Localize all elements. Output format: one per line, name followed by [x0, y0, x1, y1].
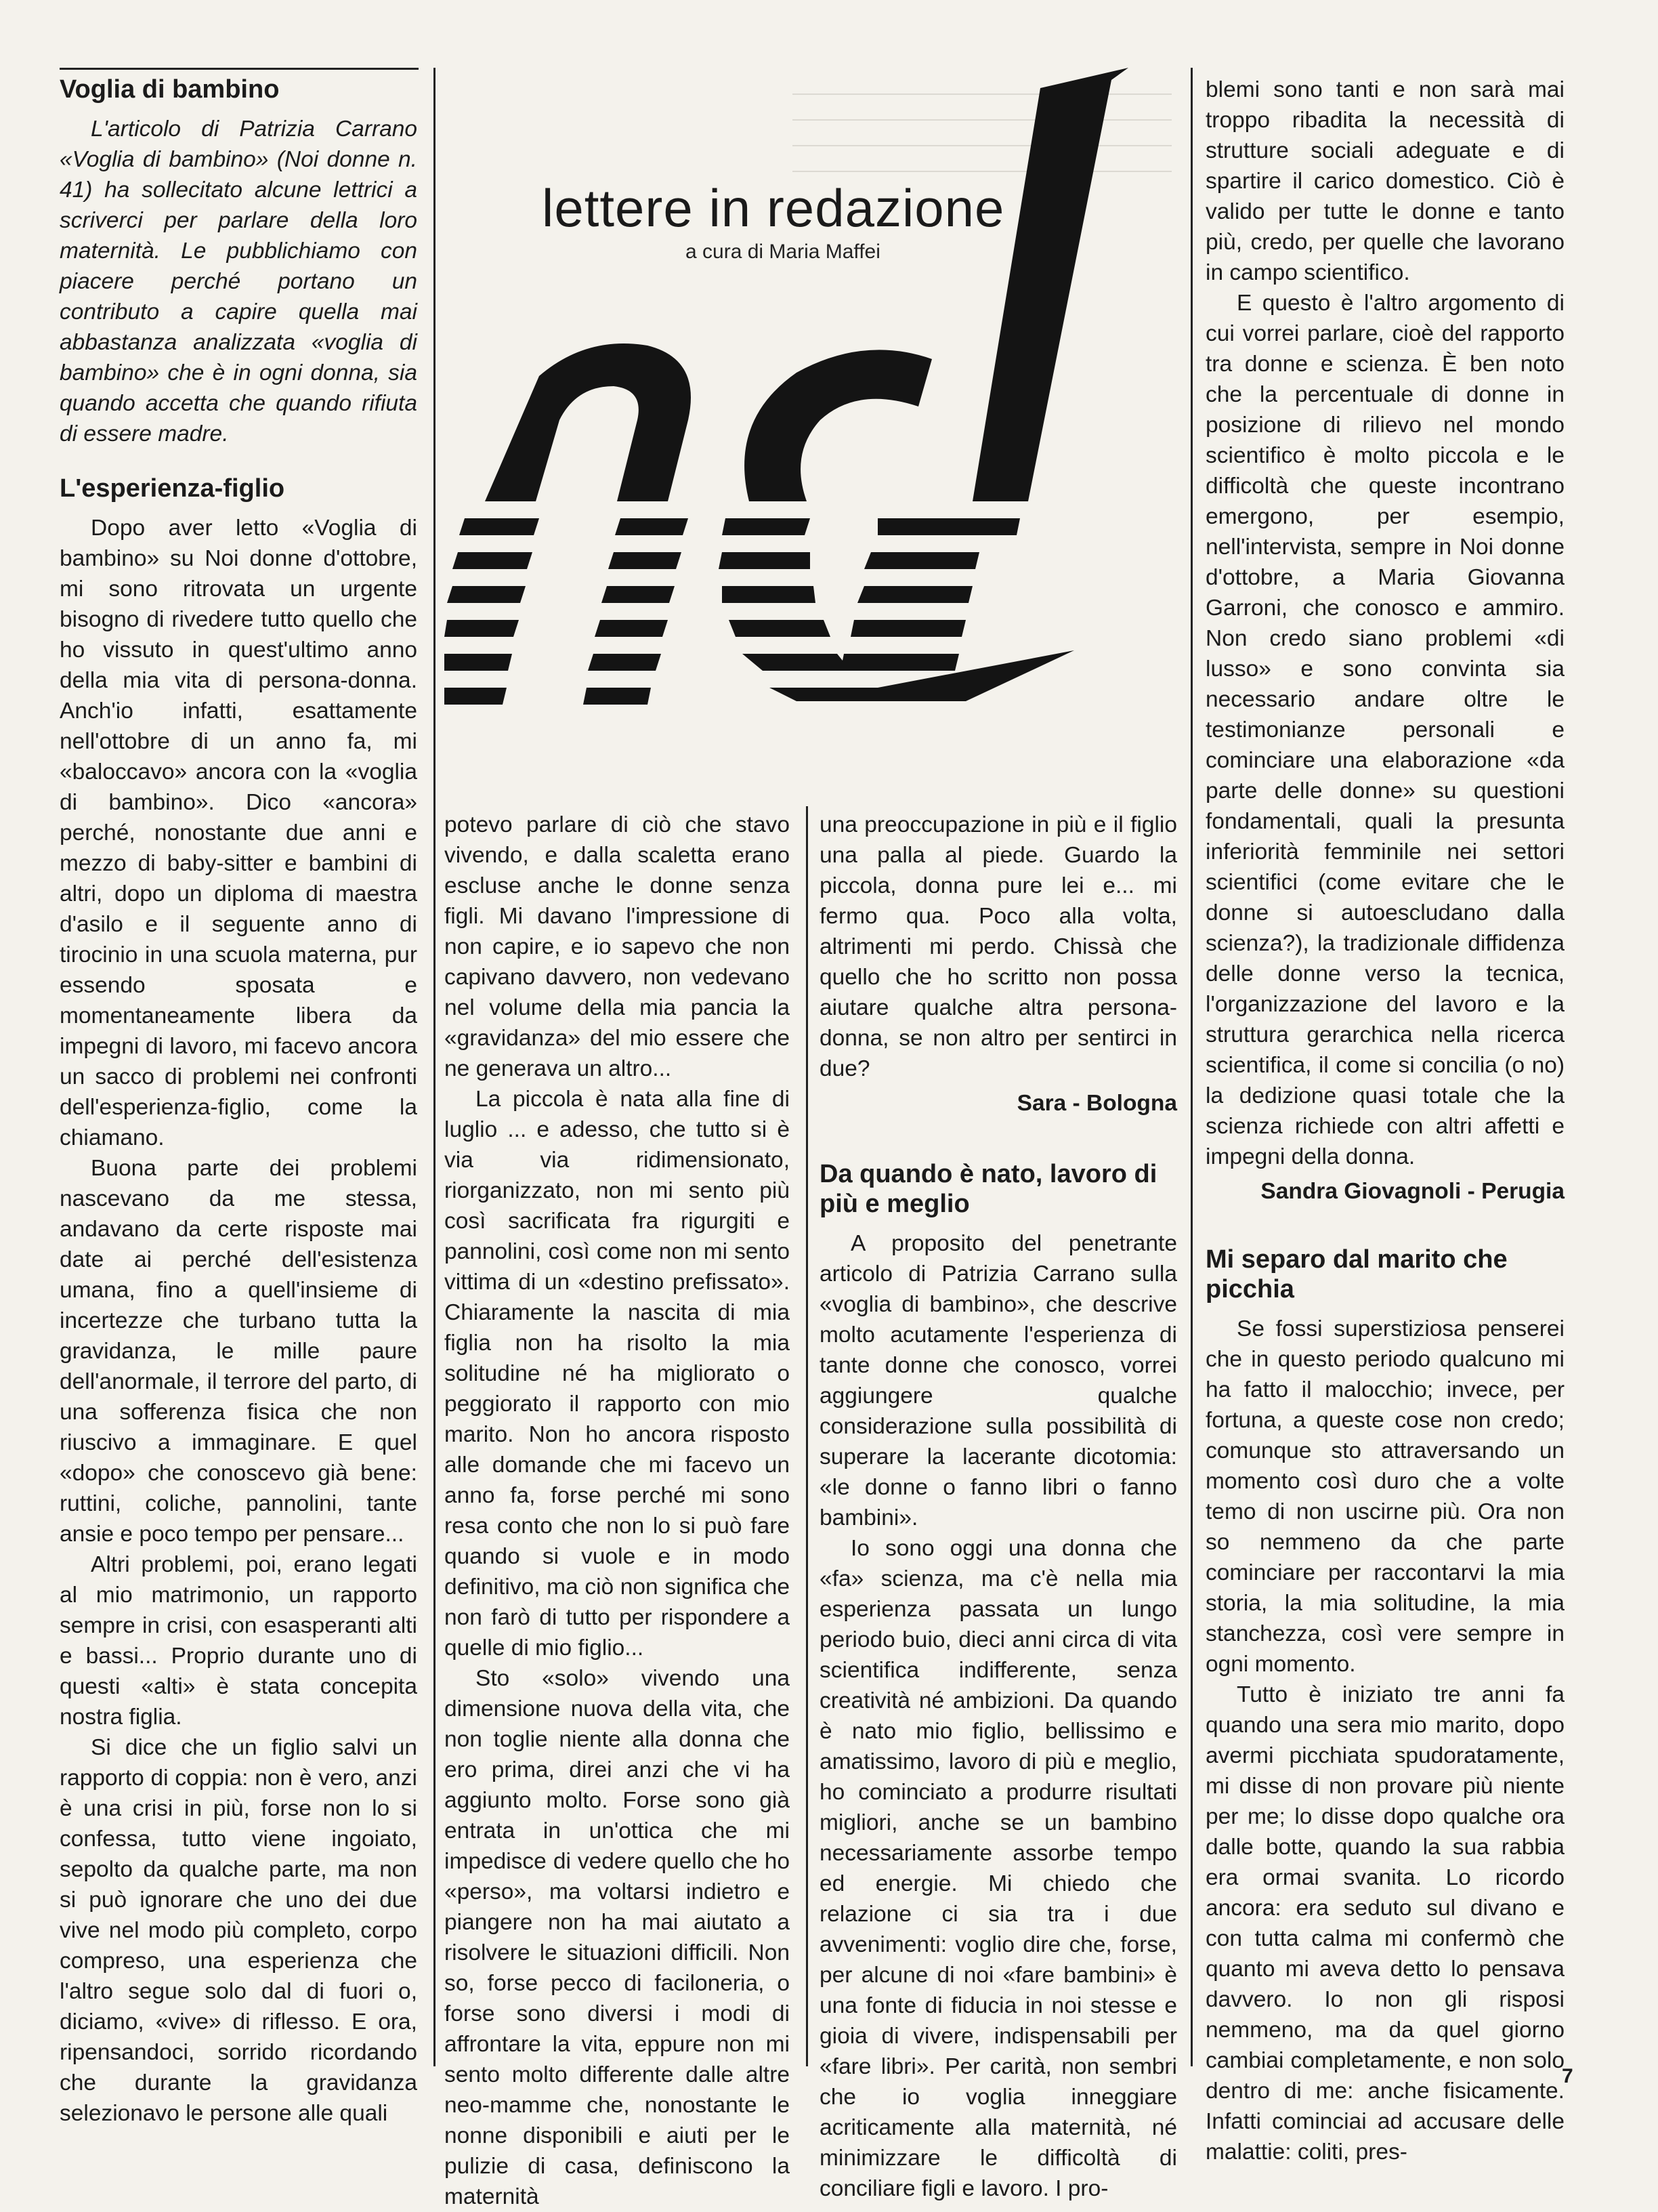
- body-paragraph: blemi sono tanti e non sarà mai troppo ribadita la necessità di strutture sociali adeguate e di spartire il carico domestico. Ciò è valido per tutte le donne e tanto più, credo, per quelle che lavorano in campo scientifico.: [1206, 77, 1565, 285]
- body-paragraph: Si dice che un figlio salvi un rapporto di coppia: non è vero, anzi è una crisi in più, forse non lo si confessa, tutto viene ingoiato, sepolto da qualche parte, ma non si può ignorare che uno dei due vive nel modo più completo, corpo compreso, una esperienza che l'altro segue solo dal di fuori o, diciamo, «vive» di riflesso. E ora, ripensandoci, sorrido ricordando che durante la gravidanza selezionavo le persone alle quali: [60, 1735, 417, 2126]
- section-headline: Voglia di bambino: [60, 75, 280, 104]
- body-paragraph: Altri problemi, poi, erano legati al mio matrimonio, un rapporto sempre in crisi, con esasperanti alti e bassi... Proprio durante uno di questi «alti» è stata concepita nostra figlia.: [60, 1552, 417, 1730]
- body-paragraph: La piccola è nata alla fine di luglio ... e adesso, che tutto si è via via ridimensionato, riorganizzato, non mi sento più così sacrificata fra rigurgiti e pannolini, così come non mi sento vittima di un «destino prefissato». Chiaramente la nascita di mia figlia non ha risolto la mia solitudine né ha migliorato o peggiorato il rapporto con mio marito. Non ho ancora risposto alle domande che mi facevo un anno fa, forse perché mi sono resa conto che non lo si può fare quando si vuole e in modo definitivo, ma ciò non significa che non farò di tutto per rispondere a quelle di mio figlio...: [444, 1087, 790, 1661]
- letter-headline: Da quando è nato, lavoro di più e meglio: [820, 1160, 1157, 1218]
- column-rule-right: [1191, 68, 1193, 2066]
- letter-headline: Mi separo dal marito che picchia: [1206, 1245, 1508, 1303]
- column-4: [1206, 75, 1565, 2165]
- column-2: [444, 810, 790, 2209]
- column-rule-mid: [806, 806, 808, 2066]
- body-paragraph: A proposito del penetrante articolo di Patrizia Carrano sulla «voglia di bambino», che descrive molto acutamente l'esperienza di tante donne che conosco, vorrei aggiungere qualche considerazione sulla possibilità di superare la lacerante dicotomia: «le donne o fanno libri o fanno bambini».: [820, 1231, 1177, 1530]
- column-rule-left: [433, 68, 435, 2066]
- body-paragraph: Tutto è iniziato tre anni fa quando una sera mio marito, dopo avermi picchiata spudoratamente, mi disse di non provare più niente per me; lo disse dopo qualche ora dalle botte, quando la sua rabbia era ormai svanita. Lo ricordo ancora: era seduto sul divano e con tutta calma mi confermò che quanto mi aveva detto lo pensava davvero. Io non gli risposi nemmeno, ma da quel giorno cambiai completamente, e non solo dentro di me: anche fisicamente. Infatti cominciai ad accusare delle malattie: coliti, pres-: [1206, 1682, 1565, 2165]
- top-rule-left: [60, 68, 419, 70]
- column-1: [60, 75, 417, 2126]
- body-paragraph: Dopo aver letto «Voglia di bambino» su Noi donne d'ottobre, mi sono ritrovata un urgente bisogno di rivedere tutto quello che ho vissuto in quest'ultimo anno della mia vita di persona-donna. Anch'io infatti, esattamente nell'ottobre di un anno fa, mi «baloccavo» ancora con la «voglia di bambino». Dico «ancora» perché, nonostante due anni e mezzo di baby-sitter e bambini di altri, dopo un diploma di maestra d'asilo e il seguente anno di tirocinio in una scuola materna, pur essendo sposata e momentaneamente libera da impegni di lavoro, mi facevo ancora un sacco di problemi nei confronti dell'esperienza-figlio, come la chiamano.: [60, 516, 417, 1150]
- page-number: 7: [1562, 2065, 1573, 2087]
- letter-signature: Sandra Giovagnoli - Perugia: [1260, 1179, 1565, 1204]
- letter-signature: Sara - Bologna: [1017, 1091, 1177, 1116]
- intro-paragraph: L'articolo di Patrizia Carrano «Voglia di bambino» (Noi donne n. 41) ha sollecitato alcune lettrici a scriverci per parlare della loro maternità. Le pubblichiamo con piacere perché portano un contributo a capire quella mai abbastanza analizzata «voglia di bambino» che è in ogni donna, sia quando accetta che quando rifiuta di essere madre.: [60, 117, 417, 446]
- body-paragraph: Buona parte dei problemi nascevano da me stessa, andavano da certe risposte mai date ai perché dell'esistenza umana, fino a quell'insieme di incertezze che turbano tutta la gravidanza, le mille paure dell'anormale, il terrore del parto, di una sofferenza fisica che non riuscivo a immaginare. E quel «dopo» che conoscevo già bene: ruttini, coliche, pannolini, tante ansie e poco tempo per pensare...: [60, 1156, 417, 1547]
- letter-headline: L'esperienza-figlio: [60, 474, 285, 503]
- body-paragraph: Sto «solo» vivendo una dimensione nuova della vita, che non toglie niente alla donna che ero prima, direi anzi che vi ha aggiunto molto. Forse sono già entrata in un'ottica che mi impedisce di vedere quello che ho «perso», ma voltarsi indietro e piangere non ha mai aiutato a risolvere le situazioni difficili. Non so, forse pecco di faciloneria, o forse sono diversi i modi di affrontare la vita, eppure non mi sento molto differente dalle altre neo-mamme che, nonostante le nonne disponibili e aiuti per le pulizie di casa, definiscono la maternità: [444, 1666, 790, 2209]
- body-paragraph: Se fossi superstiziosa penserei che in questo periodo qualcuno mi ha fatto il malocchio; invece, per fortuna, a queste cose non credo; comunque sto attraversando un momento così duro che a volte temo di non uscirne più. Ora non so nemmeno da che parte cominciare per raccontarvi la mia storia, la mia solitudine, la mia stanchezza, così vere sempre in ogni momento.: [1206, 1316, 1565, 1677]
- intro-text: [60, 114, 417, 449]
- column-editor: a cura di Maria Maffei: [685, 241, 880, 263]
- body-paragraph: Io sono oggi una donna che «fa» scienza, ma c'è nella mia esperienza passata un lungo periodo buio, dieci anni circa di vita scientifica indifferente, senza creatività né ambizioni. Da quando è nato mio figlio, bellissimo e amatissimo, lavoro di più e meglio, ho cominciato a produrre risultati migliori, anche se un bambino necessariamente assorbe tempo ed energie. Mi chiedo che relazione ci sia tra i due avvenimenti: voglio dire che, forse, per alcune di noi «fare bambini» è una fonte di fiducia in noi stesse e gioia di vivere, indispensabili per «fare libri». Per carità, non sembri che io voglia inneggiare acriticamente alla maternità, né minimizzare le difficoltà di conciliare figli e lavoro. I pro-: [820, 1536, 1177, 2201]
- body-paragraph: potevo parlare di ciò che stavo vivendo, e dalla scaletta erano escluse anche le donne senza figli. Mi davano l'impressione di non capire, e io sapevo che non capivano davvero, non vedevano nel volume della mia pancia la «gravidanza» del mio essere che ne generava un altro...: [444, 812, 790, 1081]
- body-paragraph: una preoccupazione in più e il figlio una palla al piede. Guardo la piccola, donna pure lei e... mi fermo qua. Poco alla volta, altrimenti mi perdo. Chissà che quello che ho scritto non possa aiutare qualche altra persona-donna, se non altro per sentirci in due?: [820, 812, 1177, 1081]
- body-paragraph: E questo è l'altro argomento di cui vorrei parlare, cioè del rapporto tra donne e scienza. È ben noto che la percentuale di donne in posizione di rilievo nel mondo scientifico è molto piccola e le difficoltà che queste incontrano emergono, per esempio, nell'intervista, sempre in Noi donne d'ottobre, a Maria Giovanna Garroni, che conosco e ammiro. Non credo siano problemi «di lusso» e sono convinta sia necessario andare oltre le testimonianze personali e cominciare una elaborazione «da parte delle donne» su questioni fondamentali, quali la presunta inferiorità femminile nei settori scientifici (come evitare che le donne si autoescludano dalla scienza?), la tradizionale diffidenza delle donne verso la tecnica, l'organizzazione del lavoro e la struttura gerarchica nella ricerca scientifica, il come si concilia (o no) la dedizione quasi totale che la scienza richiede con altri affetti e impegni della donna.: [1206, 291, 1565, 1169]
- column-3: [820, 810, 1177, 2201]
- column-title: lettere in redazione: [542, 178, 1005, 238]
- logo-stripes: [444, 518, 1074, 705]
